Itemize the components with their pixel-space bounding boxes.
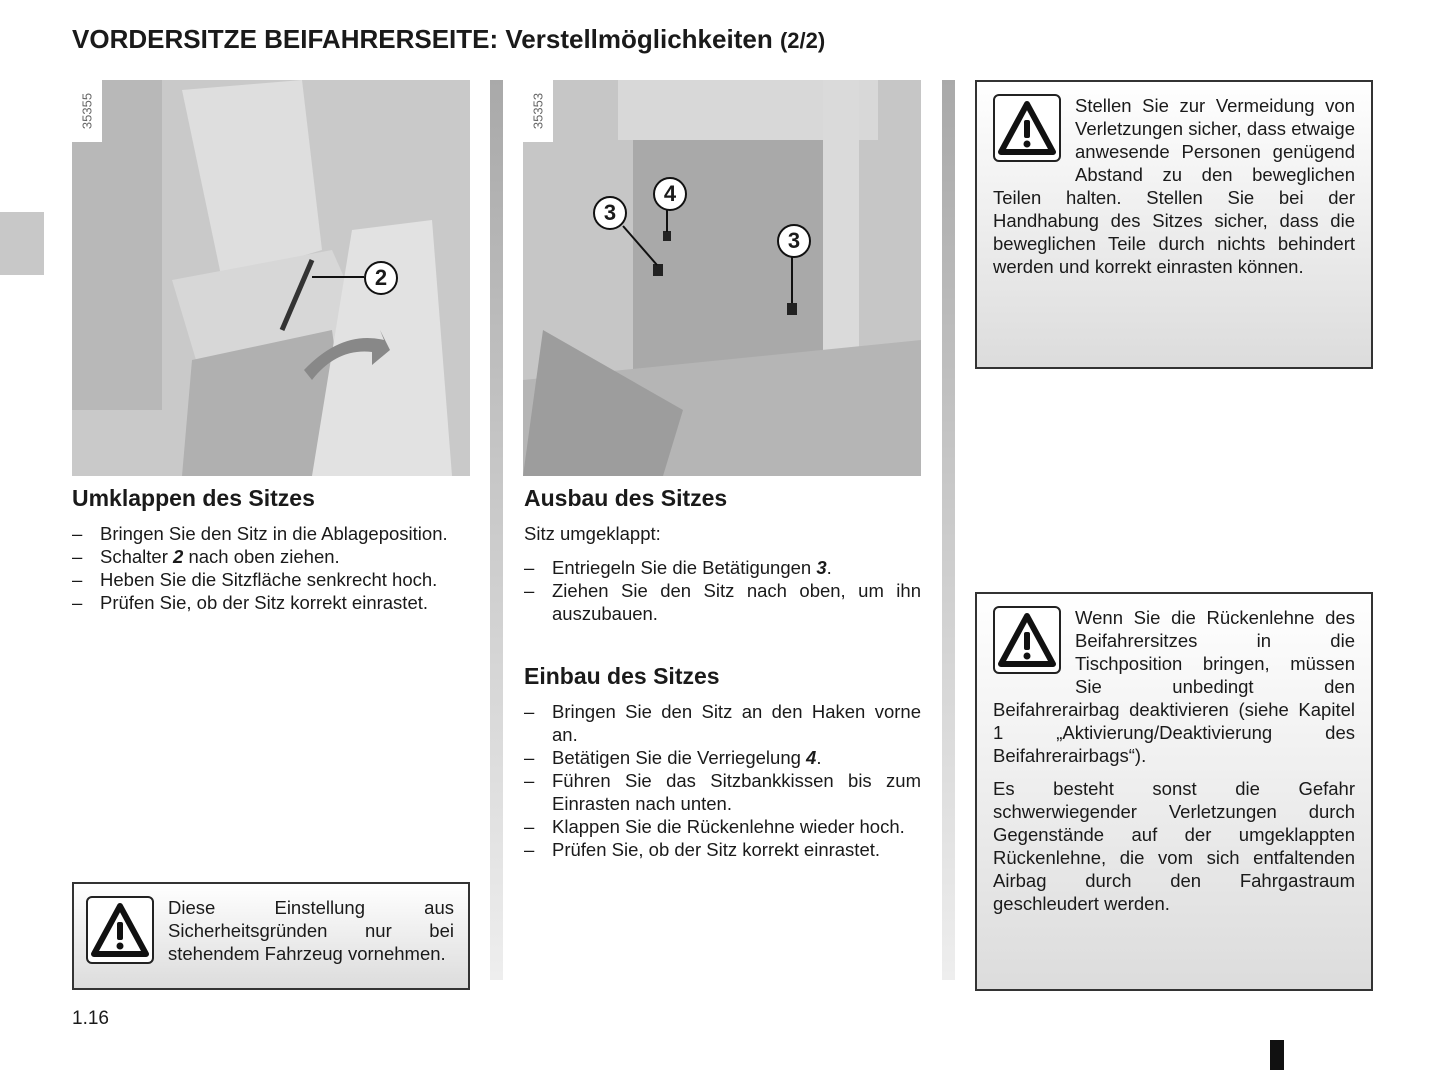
title-part: (2/2)	[779, 28, 826, 53]
text: .	[816, 747, 822, 768]
text: Entriegeln Sie die Betätigungen	[552, 557, 817, 578]
warning-text: Diese Einstellung aus Sicherheitsgründen nur bei stehendem Fahrzeug vornehmen.	[168, 897, 454, 964]
warning-text: Stellen Sie zur Vermeidung von Verletzungen sicher, dass etwaige anwesende Personen genügend Abstand zu den beweglichen Teilen halten. Stellen Sie bei der Handhabung des Sitzes sicher, dass die beweglichen Teile durch nichts behindert werden und korrekt einrasten können.	[993, 95, 1355, 277]
callout-3: 3	[777, 224, 811, 258]
warning-triangle-icon	[993, 94, 1061, 162]
section-heading-removal: Ausbau des Sitzes	[524, 485, 728, 511]
list-item: – Prüfen Sie, ob der Sitz korrekt einrastet.	[72, 591, 469, 614]
seat-removal-photo	[523, 80, 921, 476]
page-number: 1.16	[72, 1008, 109, 1029]
warning-box-airbag	[975, 592, 1373, 991]
removal-intro: Sitz umgeklappt:	[524, 523, 661, 544]
install-steps	[524, 700, 921, 861]
title-text: VORDERSITZE BEIFAHRERSEITE: Verstellmöglichkeiten	[72, 24, 773, 54]
list-item: – Klappen Sie die Rückenlehne wieder hoch.	[524, 815, 921, 838]
chapter-tab	[0, 212, 44, 275]
list-item	[524, 556, 921, 579]
edge-marker	[1270, 1040, 1284, 1070]
section-heading-fold: Umklappen des Sitzes	[72, 485, 315, 511]
removal-steps	[524, 556, 921, 625]
warning-triangle-icon	[86, 896, 154, 964]
photo-id: 35353	[530, 92, 546, 130]
page-title	[72, 24, 825, 55]
column-divider	[490, 80, 503, 980]
list-item: – Prüfen Sie, ob der Sitz korrekt einrastet.	[524, 838, 921, 861]
text: Betätigen Sie die Verriegelung	[552, 747, 807, 768]
callout-3: 3	[593, 196, 627, 230]
list-item: – Heben Sie die Sitzfläche senkrecht hoch.	[72, 568, 469, 591]
list-item: – Bringen Sie den Sitz in die Ablageposition.	[72, 522, 469, 545]
photo-id-label	[523, 80, 553, 142]
seat-fold-photo	[72, 80, 470, 476]
text: Schalter	[100, 546, 174, 567]
list-item	[72, 545, 469, 568]
list-item: – Bringen Sie den Sitz an den Haken vorne an.	[524, 700, 921, 746]
fold-steps	[72, 522, 469, 614]
warning-box-moving-parts	[975, 80, 1373, 369]
ref-number: 2	[173, 546, 184, 567]
list-item: – Ziehen Sie den Sitz nach oben, um ihn auszubauen.	[524, 579, 921, 625]
column-divider	[942, 80, 955, 980]
callout-2: 2	[364, 261, 398, 295]
section-heading-install: Einbau des Sitzes	[524, 663, 720, 689]
list-item: – Führen Sie das Sitzbankkissen bis zum Einrasten nach unten.	[524, 769, 921, 815]
photo-id: 35355	[79, 92, 95, 130]
warning-text: Wenn Sie die Rückenlehne des Beifahrersitzes in die Tischposition bringen, müssen Sie unbedingt den Beifahrerairbag deaktivieren (siehe Kapitel 1 „Aktivierung/Deaktivierung des Beifahrerairbags“).	[993, 607, 1355, 766]
ref-number: 4	[806, 747, 817, 768]
callout-4: 4	[653, 177, 687, 211]
list-item	[524, 746, 921, 769]
warning-text: Es besteht sonst die Gefahr schwerwiegender Verletzungen durch Gegenstände auf der umgeklappten Rückenlehne, die vom sich entfaltenden Airbag durch den Fahrgastraum geschleudert werden.	[993, 778, 1355, 914]
ref-number: 3	[816, 557, 827, 578]
text: .	[826, 557, 832, 578]
seat-mount-illustration	[523, 80, 921, 476]
warning-box-stationary	[72, 882, 470, 990]
photo-id-label	[72, 80, 102, 142]
seat-illustration	[72, 80, 470, 476]
warning-triangle-icon	[993, 606, 1061, 674]
text: nach oben ziehen.	[183, 546, 340, 567]
